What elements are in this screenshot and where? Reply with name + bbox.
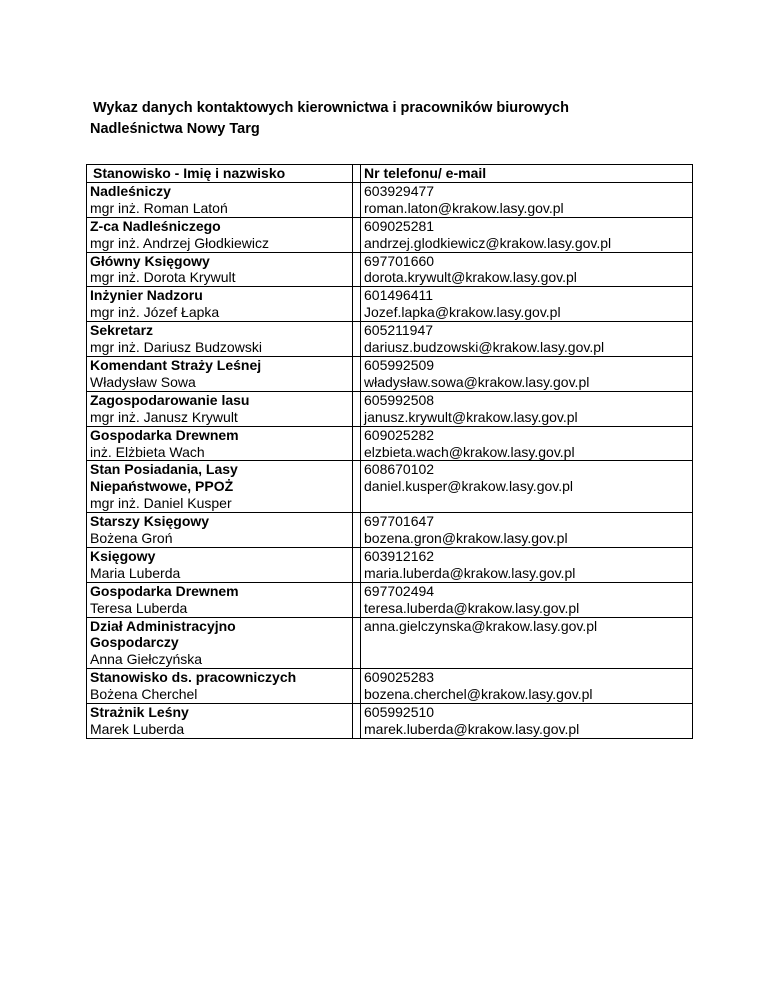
table-row xyxy=(87,669,693,704)
table-row xyxy=(87,426,693,461)
cell-spacer xyxy=(353,461,361,513)
position-title: Sekretarz xyxy=(90,322,154,339)
contact-table xyxy=(86,164,693,739)
header-phone-email: Nr telefonu/ e-mail xyxy=(361,165,693,183)
position-name-cell xyxy=(87,322,353,357)
position-name-cell xyxy=(87,461,353,513)
position-title: Stanowisko ds. pracowniczych xyxy=(90,669,297,686)
person-name: mgr inż. Janusz Krywult xyxy=(90,408,238,425)
person-name: mgr inż. Dorota Krywult xyxy=(90,269,236,286)
phone-number: 605211947 xyxy=(364,322,434,339)
email-address: Jozef.lapka@krakow.lasy.gov.pl xyxy=(364,304,561,321)
position-name-cell xyxy=(87,704,353,739)
contact-cell xyxy=(361,582,693,617)
email-address: władysław.sowa@krakow.lasy.gov.pl xyxy=(364,373,590,390)
email-address: janusz.krywult@krakow.lasy.gov.pl xyxy=(364,408,578,425)
person-name: mgr inż. Roman Latoń xyxy=(90,199,228,216)
email-address: bozena.gron@krakow.lasy.gov.pl xyxy=(364,530,568,547)
phone-number: 609025282 xyxy=(364,426,435,443)
position-name-cell xyxy=(87,252,353,287)
contact-cell xyxy=(361,287,693,322)
position-name-cell xyxy=(87,426,353,461)
email-address: bozena.cherchel@krakow.lasy.gov.pl xyxy=(364,686,593,703)
position-name-cell xyxy=(87,582,353,617)
email-address: roman.laton@krakow.lasy.gov.pl xyxy=(364,199,564,216)
header-position-name: Stanowisko - Imię i nazwisko xyxy=(87,165,353,183)
table-row xyxy=(87,287,693,322)
person-name: Bożena Groń xyxy=(90,530,173,547)
contact-cell xyxy=(361,426,693,461)
cell-spacer xyxy=(353,547,361,582)
position-title: Dział Administracyjno xyxy=(90,617,236,634)
cell-spacer xyxy=(353,322,361,357)
person-name: mgr inż. Andrzej Głodkiewicz xyxy=(90,234,269,251)
email-address: daniel.kusper@krakow.lasy.gov.pl xyxy=(364,478,574,495)
contact-cell xyxy=(361,617,693,669)
cell-spacer xyxy=(353,582,361,617)
contact-cell xyxy=(361,182,693,217)
cell-spacer xyxy=(353,704,361,739)
person-name: Marek Luberda xyxy=(90,721,185,737)
contact-cell xyxy=(361,391,693,426)
email-address: maria.luberda@krakow.lasy.gov.pl xyxy=(364,564,576,581)
person-name: Władysław Sowa xyxy=(90,373,196,390)
table-row xyxy=(87,513,693,548)
contact-cell xyxy=(361,217,693,252)
cell-spacer xyxy=(353,391,361,426)
phone-number: 605992508 xyxy=(364,391,435,408)
position-title: Gospodarka Drewnem xyxy=(90,582,239,599)
cell-spacer xyxy=(353,426,361,461)
position-title: Gospodarczy xyxy=(90,634,179,651)
email-address: elzbieta.wach@krakow.lasy.gov.pl xyxy=(364,443,575,460)
table-row xyxy=(87,461,693,513)
person-name: mgr inż. Daniel Kusper xyxy=(90,495,232,512)
contact-cell xyxy=(361,669,693,704)
cell-spacer xyxy=(353,356,361,391)
position-title: Stan Posiadania, Lasy xyxy=(90,461,238,478)
table-row xyxy=(87,704,693,739)
cell-spacer xyxy=(353,617,361,669)
table-row xyxy=(87,252,693,287)
contact-cell xyxy=(361,356,693,391)
position-name-cell xyxy=(87,356,353,391)
position-title: Niepaństwowe, PPOŻ xyxy=(90,478,234,495)
contact-cell xyxy=(361,252,693,287)
person-name: Teresa Luberda xyxy=(90,599,188,616)
table-row xyxy=(87,582,693,617)
table-row xyxy=(87,322,693,357)
phone-number: 603912162 xyxy=(364,547,435,564)
table-row xyxy=(87,617,693,669)
position-title: Strażnik Leśny xyxy=(90,704,189,721)
cell-spacer xyxy=(353,182,361,217)
position-name-cell xyxy=(87,391,353,426)
person-name: inż. Elżbieta Wach xyxy=(90,443,205,460)
contact-cell xyxy=(361,513,693,548)
phone-number: 608670102 xyxy=(364,461,435,478)
cell-spacer xyxy=(353,513,361,548)
phone-number: 609025283 xyxy=(364,669,435,686)
position-title: Z-ca Nadleśniczego xyxy=(90,217,221,234)
header-spacer xyxy=(353,165,361,183)
position-title: Księgowy xyxy=(90,547,156,564)
phone-number: 605992510 xyxy=(364,704,435,721)
phone-number: 605992509 xyxy=(364,356,435,373)
email-address: marek.luberda@krakow.lasy.gov.pl xyxy=(364,721,580,737)
table-row xyxy=(87,547,693,582)
table-body xyxy=(87,182,693,738)
person-name: Bożena Cherchel xyxy=(90,686,198,703)
position-name-cell xyxy=(87,617,353,669)
email-address: andrzej.glodkiewicz@krakow.lasy.gov.pl xyxy=(364,234,612,251)
table-header-row xyxy=(87,165,693,183)
cell-spacer xyxy=(353,669,361,704)
title-line-2: Nadleśnictwa Nowy Targ xyxy=(90,121,260,137)
table-row xyxy=(87,391,693,426)
position-title: Główny Księgowy xyxy=(90,252,210,269)
email-address: anna.gielczynska@krakow.lasy.gov.pl xyxy=(364,617,598,634)
table-row xyxy=(87,356,693,391)
contact-cell xyxy=(361,704,693,739)
position-name-cell xyxy=(87,547,353,582)
person-name: Maria Luberda xyxy=(90,564,181,581)
position-title: Nadleśniczy xyxy=(90,182,171,199)
cell-spacer xyxy=(353,217,361,252)
contact-cell xyxy=(361,461,693,513)
phone-number: 697702494 xyxy=(364,582,435,599)
email-address: dariusz.budzowski@krakow.lasy.gov.pl xyxy=(364,339,605,356)
position-title: Gospodarka Drewnem xyxy=(90,426,239,443)
cell-spacer xyxy=(353,287,361,322)
person-name: mgr inż. Józef Łapka xyxy=(90,304,220,321)
position-title: Inżynier Nadzoru xyxy=(90,287,203,304)
table-row xyxy=(87,182,693,217)
position-name-cell xyxy=(87,669,353,704)
position-title: Zagospodarowanie lasu xyxy=(90,391,250,408)
position-name-cell xyxy=(87,182,353,217)
position-title: Komendant Straży Leśnej xyxy=(90,356,262,373)
person-name: mgr inż. Dariusz Budzowski xyxy=(90,339,262,356)
phone-number: 601496411 xyxy=(364,287,434,304)
document-title xyxy=(90,98,690,140)
contact-cell xyxy=(361,547,693,582)
position-name-cell xyxy=(87,287,353,322)
phone-number: 609025281 xyxy=(364,217,435,234)
phone-number: 697701660 xyxy=(364,252,435,269)
position-name-cell xyxy=(87,513,353,548)
cell-spacer xyxy=(353,252,361,287)
position-title: Starszy Księgowy xyxy=(90,513,210,530)
email-address: teresa.luberda@krakow.lasy.gov.pl xyxy=(364,599,580,616)
title-line-1: Wykaz danych kontaktowych kierownictwa i pracowników biurowych xyxy=(93,100,569,116)
table-row xyxy=(87,217,693,252)
email-address: dorota.krywult@krakow.lasy.gov.pl xyxy=(364,269,577,286)
person-name: Anna Giełczyńska xyxy=(90,651,203,668)
phone-number: 697701647 xyxy=(364,513,435,530)
contact-cell xyxy=(361,322,693,357)
phone-number: 603929477 xyxy=(364,182,435,199)
position-name-cell xyxy=(87,217,353,252)
